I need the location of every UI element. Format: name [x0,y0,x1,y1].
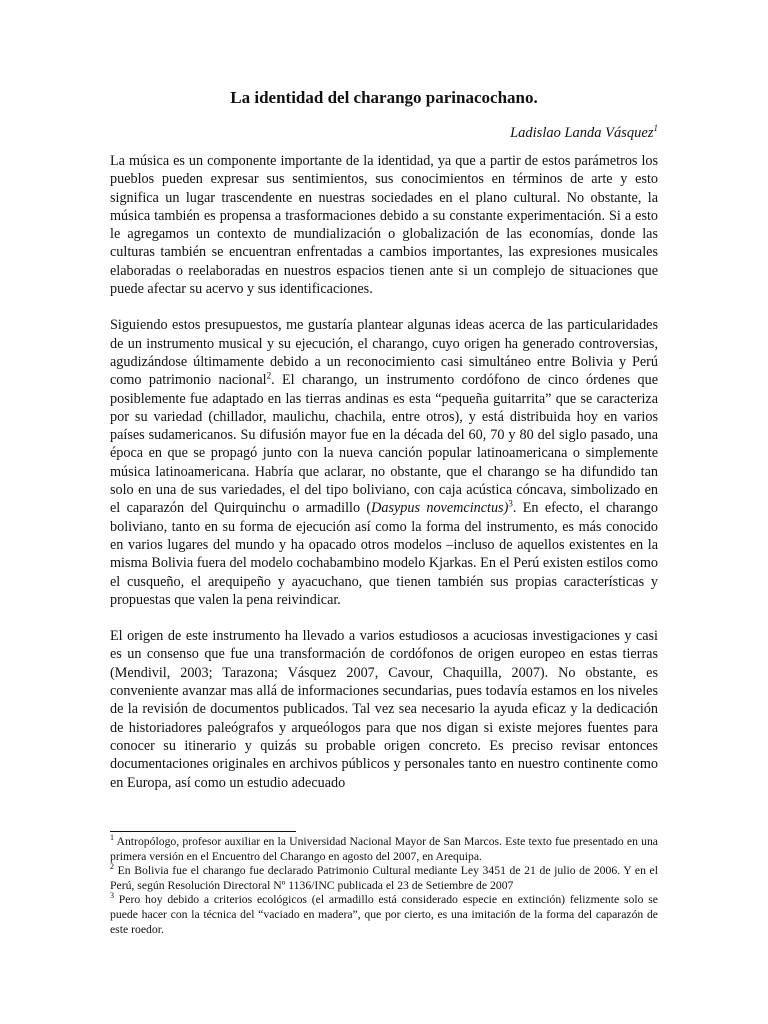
footnote-ref-1[interactable]: 1 [653,123,658,133]
body-text [110,152,658,792]
footnote-text: En Bolivia fue el charango fue declarado Patrimonio Cultural mediante Ley 3451 de 21 de julio de 2006. Y en el Perú, según Resolución Directoral Nº 1136/INC publicada el 23 de Setiembre de 2007 [110,864,658,892]
paragraph-2 [110,316,658,609]
author-line [510,119,658,142]
footnote-3 [110,893,658,937]
footnote-ref-2[interactable]: 2 [266,370,272,381]
paragraph-2-part-a: Siguiendo estos presupuestos, me gustaría plantear algunas ideas acerca de las particularidades de un instrumento musical y su ejecución, el charango, cuyo origen ha generado controversias, agudizándose últimamente debido a un reconocimiento casi simultáneo entre Bolivia y Perú como patrimonio nacional [110,317,658,389]
species-name: Dasypus novemcinctus) [371,500,509,517]
paragraph-2-part-c: . En efecto, el charango boliviano, tanto en su forma de ejecución así como la forma del instrumento, es más conocido en varios lugares del mundo y ha opacado otros modelos –incluso de aquellos existentes en la misma Bolivia fuera del modelo cochabambino modelo Kjarkas. En el Perú existen estilos como el cusqueño, el arequipeño y ayacuchano, que tienen también sus propias características y propuestas que valen la pena reivindicar. [110,500,658,608]
footnote-divider [110,831,296,832]
paragraph-3: El origen de este instrumento ha llevado a varios estudiosos a acuciosas investigaciones y casi es un consenso que fue una transformación de cordófonos de origen europeo en estas tierras (Mendivil, 2003; Tarazona; Vásquez 2007, Cavour, Chaquilla, 2007). No obstante, es conveniente avanzar mas allá de informaciones secundarias, pues todavía estamos en los niveles de la revisión de documentos publicados. Tal vez sea necesario la ayuda eficaz y la dedicación de historiadores paleógrafos y arqueólogos para que nos digan si existe mejores fuentes para conocer su itinerario y quizás su probable origen concreto. Es preciso revisar entonces documentaciones originales en archivos públicos y personales tanto en nuestro continente como en Europa, así como un estudio adecuado [110,628,658,791]
footnote-number: 3 [110,891,114,901]
footnote-2 [110,864,658,893]
footnote-1 [110,835,658,864]
footnote-ref-3[interactable]: 3 [508,498,513,509]
paragraph-2-part-b: . El charango, un instrumento cordófono de cinco órdenes que posiblemente fue adaptado en las tierras andinas es esta “pequeña guitarrita” que se caracteriza por su variedad (chillador, maulichu, chachila, entre otros), y está distribuida hoy en varios países sudamericanos. Su difusión mayor fue en la década del 60, 70 y 80 del siglo pasado, una época en que se propagó junto con la nueva canción popular latinoamericana o simplemente música latinoamericana. Habría que aclarar, no obstante, que el charango se ha difundido tan solo en una de sus variedades, el del tipo boliviano, con caja acústica cóncava, simbolizado en el caparazón del Quirquinchu o armadillo ( [110,372,658,517]
footnotes [110,835,658,937]
footnote-number: 2 [110,862,114,872]
footnote-text: Antropólogo, profesor auxiliar en la Universidad Nacional Mayor de San Marcos. Este texto fue presentado en una primera versión en el Encuentro del Charango en agosto del 2007, en Arequipa. [110,835,658,863]
paragraph-1: La música es un componente importante de la identidad, ya que a partir de estos parámetros los pueblos pueden expresar sus sentimientos, sus conocimientos en términos de arte y esto significa un lugar trascendente en nuestras sociedades en el plano cultural. No obstante, la música también es propensa a trasformaciones debido a su constante experimentación. Si a esto le agregamos un contexto de mundialización o globalización de las economías, donde las culturas también se encuentran enfrentadas a cambios importantes, las expresiones musicales elaboradas o reelaboradas en nuestros espacios tienen ante si un complejo de situaciones que puede afectar su acervo y sus identificaciones. [110,153,658,298]
author-name: Ladislao Landa Vásquez [510,124,654,141]
document-title: La identidad del charango parinacochano. [230,88,538,107]
footnote-text: Pero hoy debido a criterios ecológicos (el armadillo está considerado especie en extinción) felizmente solo se puede hacer con la técnica del “vaciado en madera”, que por cierto, es una imitación de la forma del caparazón de este roedor. [110,893,658,936]
footnote-number: 1 [110,833,114,843]
